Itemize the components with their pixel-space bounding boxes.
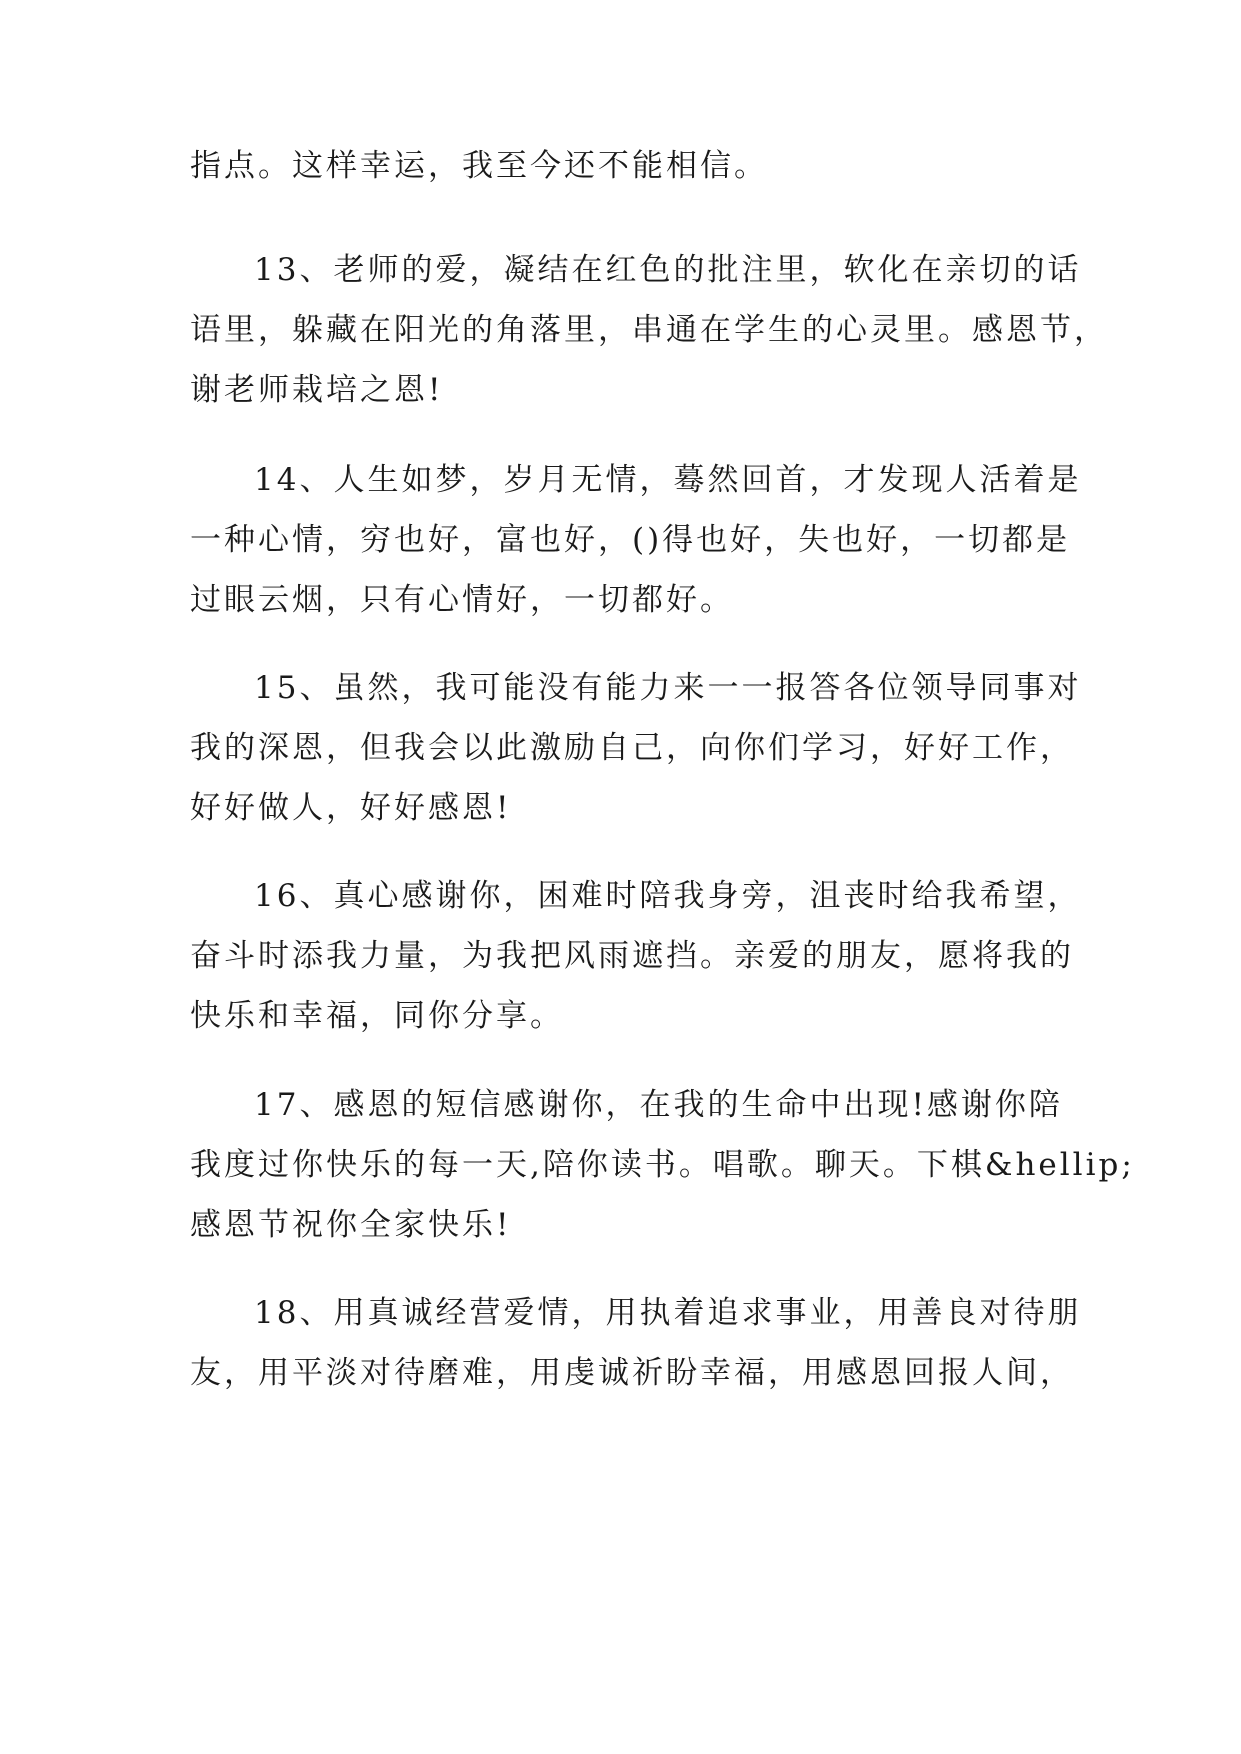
paragraph-line: 一种心情，穷也好，富也好，()得也好，失也好，一切都是 <box>190 522 1071 558</box>
paragraph-line: 16、真心感谢你，困难时陪我身旁，沮丧时给我希望， <box>254 878 1082 914</box>
paragraph-line: 谢老师栽培之恩! <box>190 372 444 408</box>
paragraph-line: 15、虽然，我可能没有能力来一一报答各位领导同事对 <box>254 670 1082 706</box>
paragraph-continuation <box>190 136 1060 196</box>
paragraph-line: 指点。这样幸运，我至今还不能相信。 <box>190 148 768 184</box>
paragraph-line: 13、老师的爱，凝结在红色的批注里，软化在亲切的话 <box>254 252 1082 288</box>
paragraph-15 <box>190 658 1082 838</box>
paragraph-line: 我的深恩，但我会以此激励自己，向你们学习，好好工作， <box>190 730 1074 766</box>
paragraph-line: 快乐和幸福，同你分享。 <box>190 998 564 1034</box>
paragraph-line: 友，用平淡对待磨难，用虔诚祈盼幸福，用感恩回报人间， <box>190 1355 1074 1391</box>
paragraph-line: 感恩节祝你全家快乐! <box>190 1207 512 1243</box>
paragraph-line: 语里，躲藏在阳光的角落里，串通在学生的心灵里。感恩节， <box>190 312 1108 348</box>
paragraph-16 <box>190 866 1082 1046</box>
paragraph-14 <box>190 450 1082 630</box>
paragraph-line: 我度过你快乐的每一天,陪你读书。唱歌。聊天。下棋&hellip; <box>190 1147 1135 1183</box>
paragraph-18 <box>190 1283 1082 1403</box>
paragraph-13 <box>190 240 1108 420</box>
paragraph-line: 14、人生如梦，岁月无情，蓦然回首，才发现人活着是 <box>254 462 1082 498</box>
paragraph-line: 过眼云烟，只有心情好，一切都好。 <box>190 582 734 618</box>
paragraph-line: 17、感恩的短信感谢你，在我的生命中出现!感谢你陪 <box>254 1087 1063 1123</box>
paragraph-line: 奋斗时添我力量，为我把风雨遮挡。亲爱的朋友，愿将我的 <box>190 938 1074 974</box>
paragraph-line: 好好做人，好好感恩! <box>190 790 512 826</box>
paragraph-17 <box>190 1075 1135 1255</box>
paragraph-line: 18、用真诚经营爱情，用执着追求事业，用善良对待朋 <box>254 1295 1082 1331</box>
